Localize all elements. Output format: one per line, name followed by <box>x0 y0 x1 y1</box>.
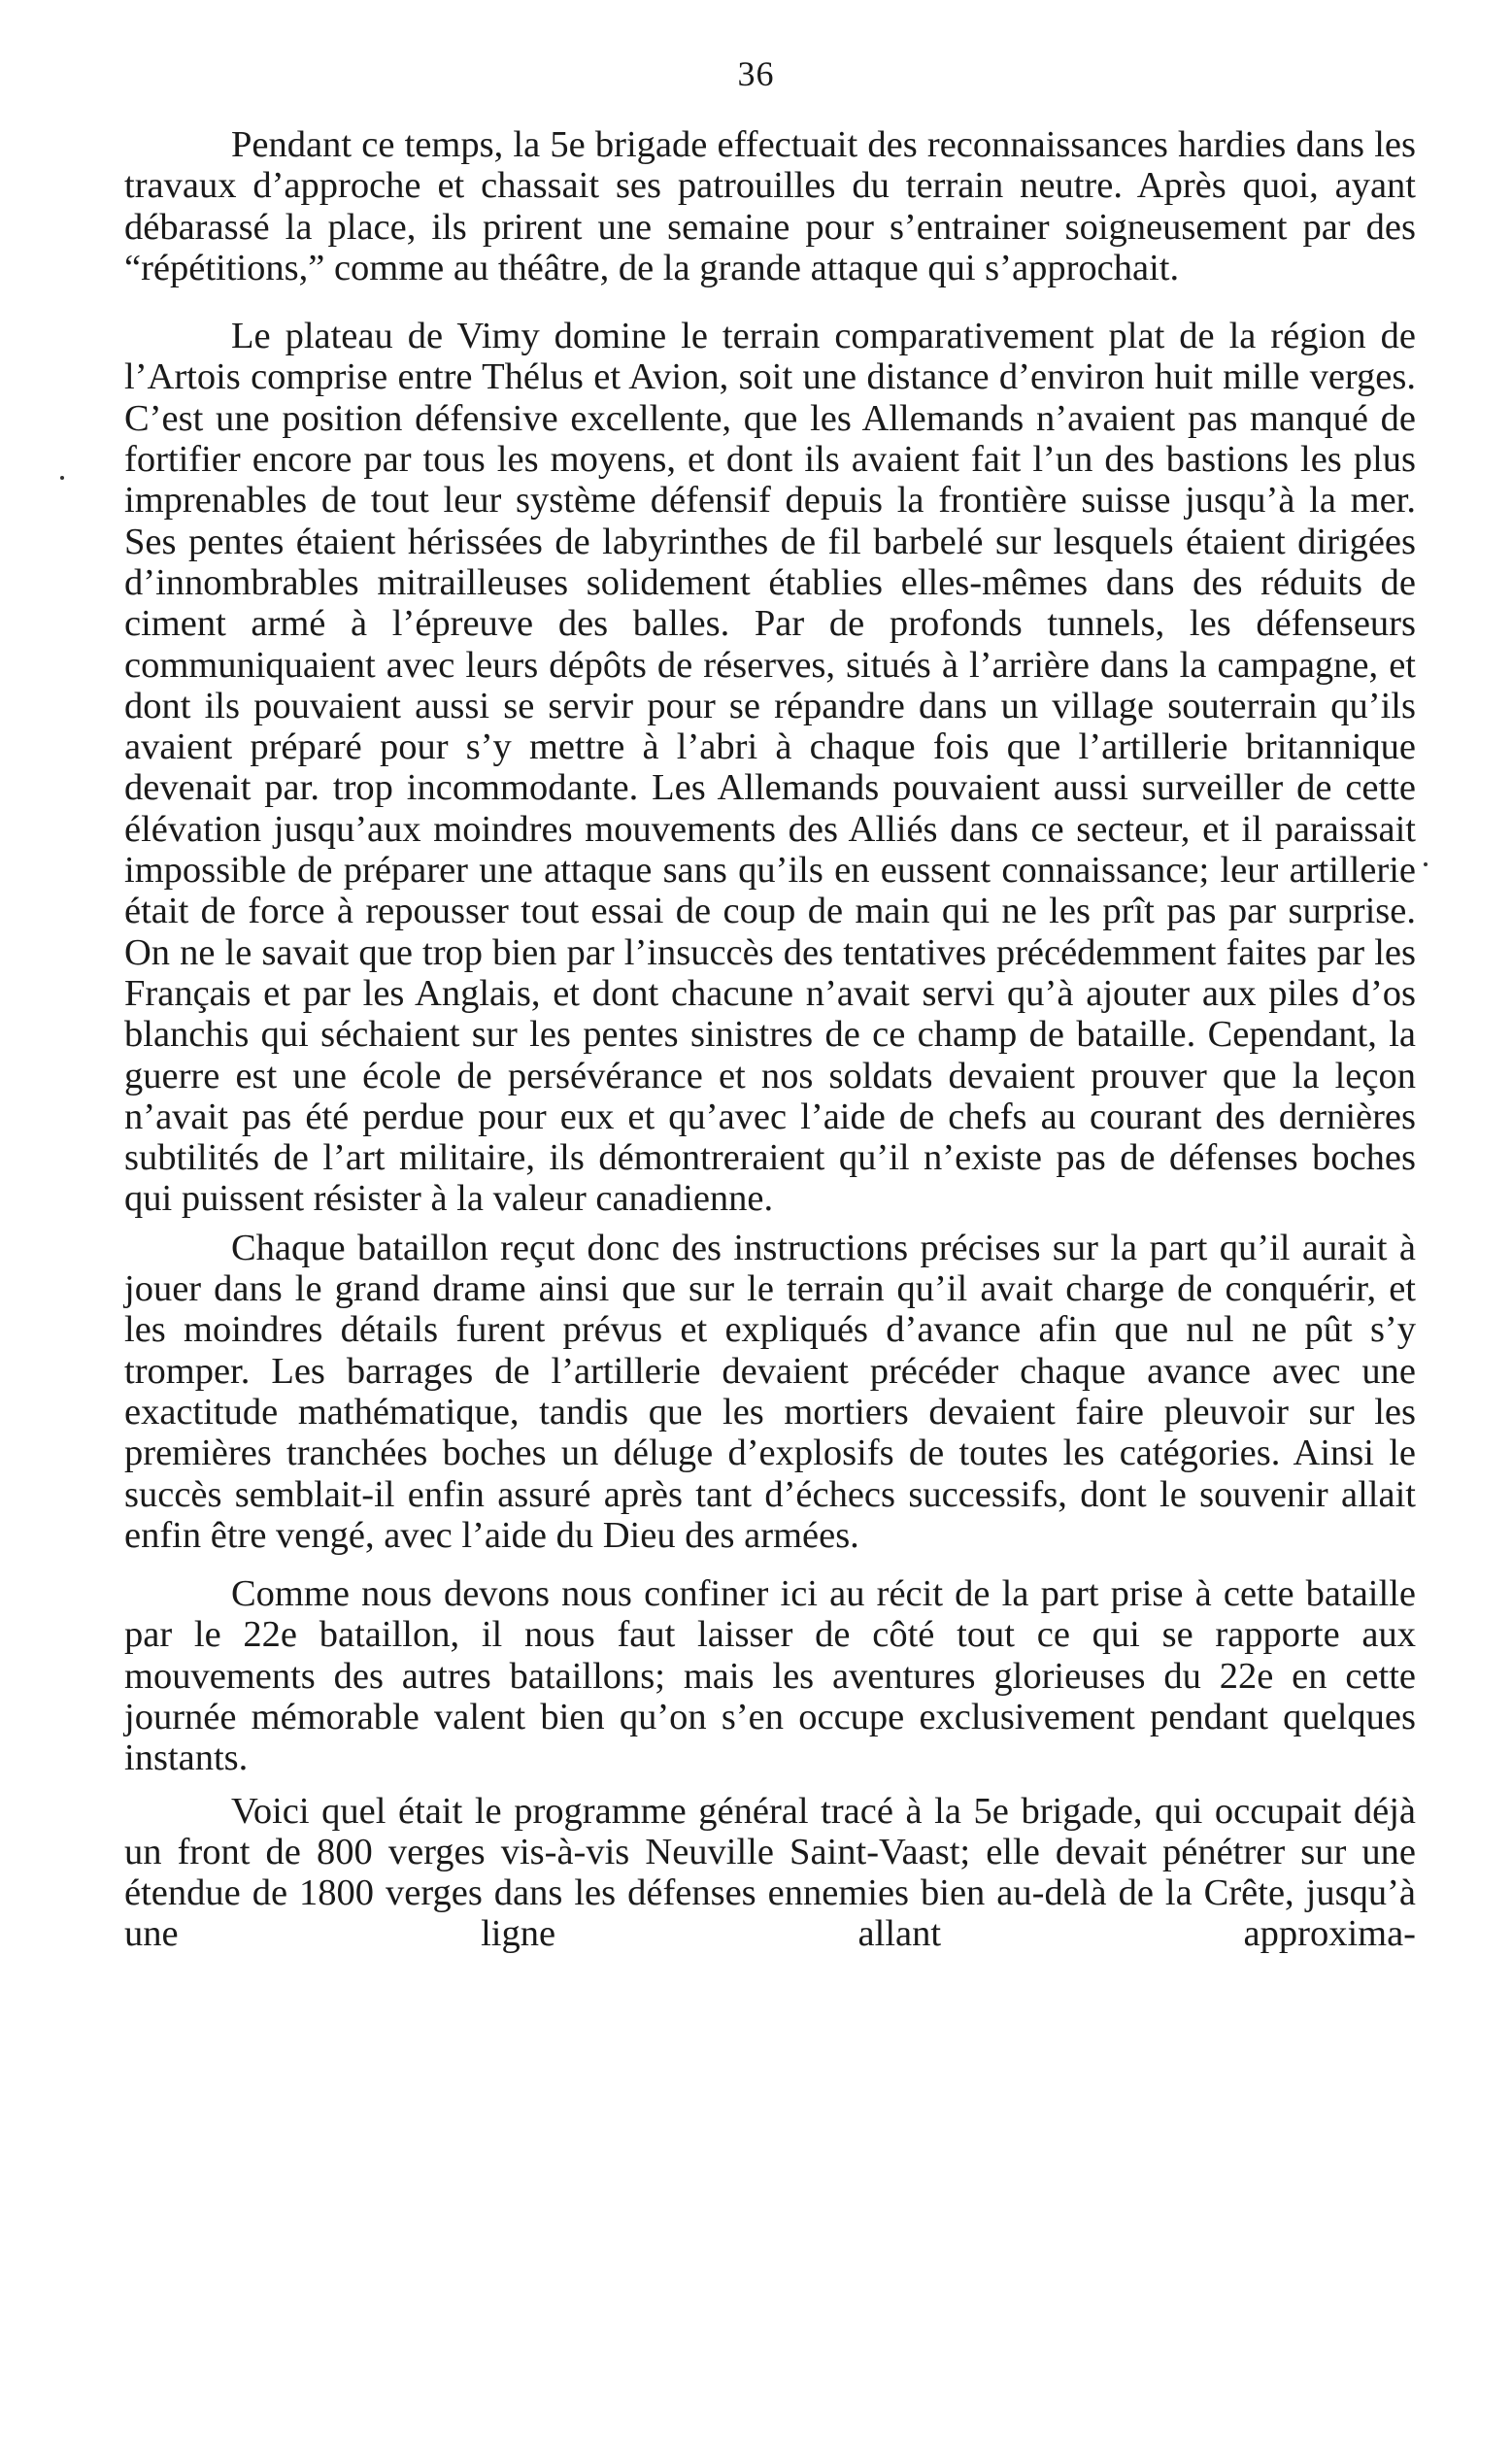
margin-speck <box>1424 862 1428 866</box>
page-number: 36 <box>737 54 775 93</box>
paragraph-instructions-bataillon: Chaque bataillon reçut donc des instructions précises sur la part qu’il aurait à jouer dans le grand drame ainsi que sur le terrain qu’il avait charge de conquérir, et les moindres détails furent prévus et expliqués d’avance afin que nul ne pût s’y tromper. Les barrages de l’artillerie devaient précéder chaque avance avec une exactitude mathématique, tandis que les mortiers devaient faire pleuvoir sur les premières tranchées boches un déluge d’explosifs de toutes les catégories. Ainsi le succès semblait-il enfin assuré après tant d’échecs successifs, dont le souvenir allait enfin être vengé, avec l’aide du Dieu des armées. <box>124 1227 1416 1556</box>
body-text <box>124 124 1416 1955</box>
paragraph-programme-5e-brigade: Voici quel était le programme général tracé à la 5e brigade, qui occupait déjà un front de 800 verges vis-à-vis Neuville Saint-Vaast; elle devait pénétrer sur une étendue de 1800 verges dans les défenses ennemies bien au-delà de la Crête, jusqu’à une ligne allant approxima- <box>124 1790 1416 1955</box>
margin-speck <box>60 476 64 480</box>
paragraph-22e-bataillon: Comme nous devons nous confiner ici au récit de la part prise à cette bataille par le 22e bataillon, il nous faut laisser de côté tout ce qui se rapporte aux mouvements des autres bataillons; mais les aventures glorieuses du 22e en cette journée mémorable valent bien qu’on s’en occupe exclusivement pendant quelques instants. <box>124 1573 1416 1779</box>
paragraph-plateau-de-vimy: Le plateau de Vimy domine le terrain comparativement plat de la région de l’Artois comprise entre Thélus et Avion, soit une distance d’environ huit mille verges. C’est une position défensive excellente, que les Allemands n’avaient pas manqué de fortifier encore par tous les moyens, et dont ils avaient fait l’un des bastions les plus imprenables de tout leur système défensif depuis la frontière suisse jusqu’à la mer. Ses pentes étaient hérissées de labyrinthes de fil barbelé sur lesquels étaient dirigées d’innombrables mitrailleuses solidement établies elles-mêmes dans des réduits de ciment armé à l’épreuve des balles. Par de profonds tunnels, les défenseurs communiquaient avec leurs dépôts de réserves, situés à l’arrière dans la campagne, et dont ils pouvaient aussi se servir pour se répandre dans un village souterrain qu’ils avaient préparé pour s’y mettre à l’abri à chaque fois que l’artillerie britannique devenait par. trop incommodante. Les Allemands pouvaient aussi surveiller de cette élévation jusqu’aux moindres mouvements des Alliés dans ce secteur, et il paraissait impossible de préparer une attaque sans qu’ils en eussent connaissance; leur artillerie était de force à repousser tout essai de coup de main qui ne les prît pas par surprise. On ne le savait que trop bien par l’insuccès des tentatives précédemment faites par les Français et par les Anglais, et dont chacune n’avait servi qu’à ajouter aux piles d’os blanchis qui séchaient sur les pentes sinistres de ce champ de bataille. Cependant, la guerre est une école de persévérance et nos soldats devaient prouver que la leçon n’avait pas été perdue pour eux et qu’avec l’aide de chefs au courant des dernières subtilités de l’art militaire, ils démontreraient qu’il n’existe pas de défenses boches qui puissent résister à la valeur canadienne. <box>124 316 1416 1220</box>
paragraph-reconnaissances: Pendant ce temps, la 5e brigade effectuait des reconnaissances hardies dans les travaux d’approche et chassait ses patrouilles du terrain neutre. Après quoi, ayant débarassé la place, ils prirent une semaine pour s’entrainer soigneusement par des “répétitions,” comme au théâtre, de la grande attaque qui s’approchait. <box>124 124 1416 288</box>
